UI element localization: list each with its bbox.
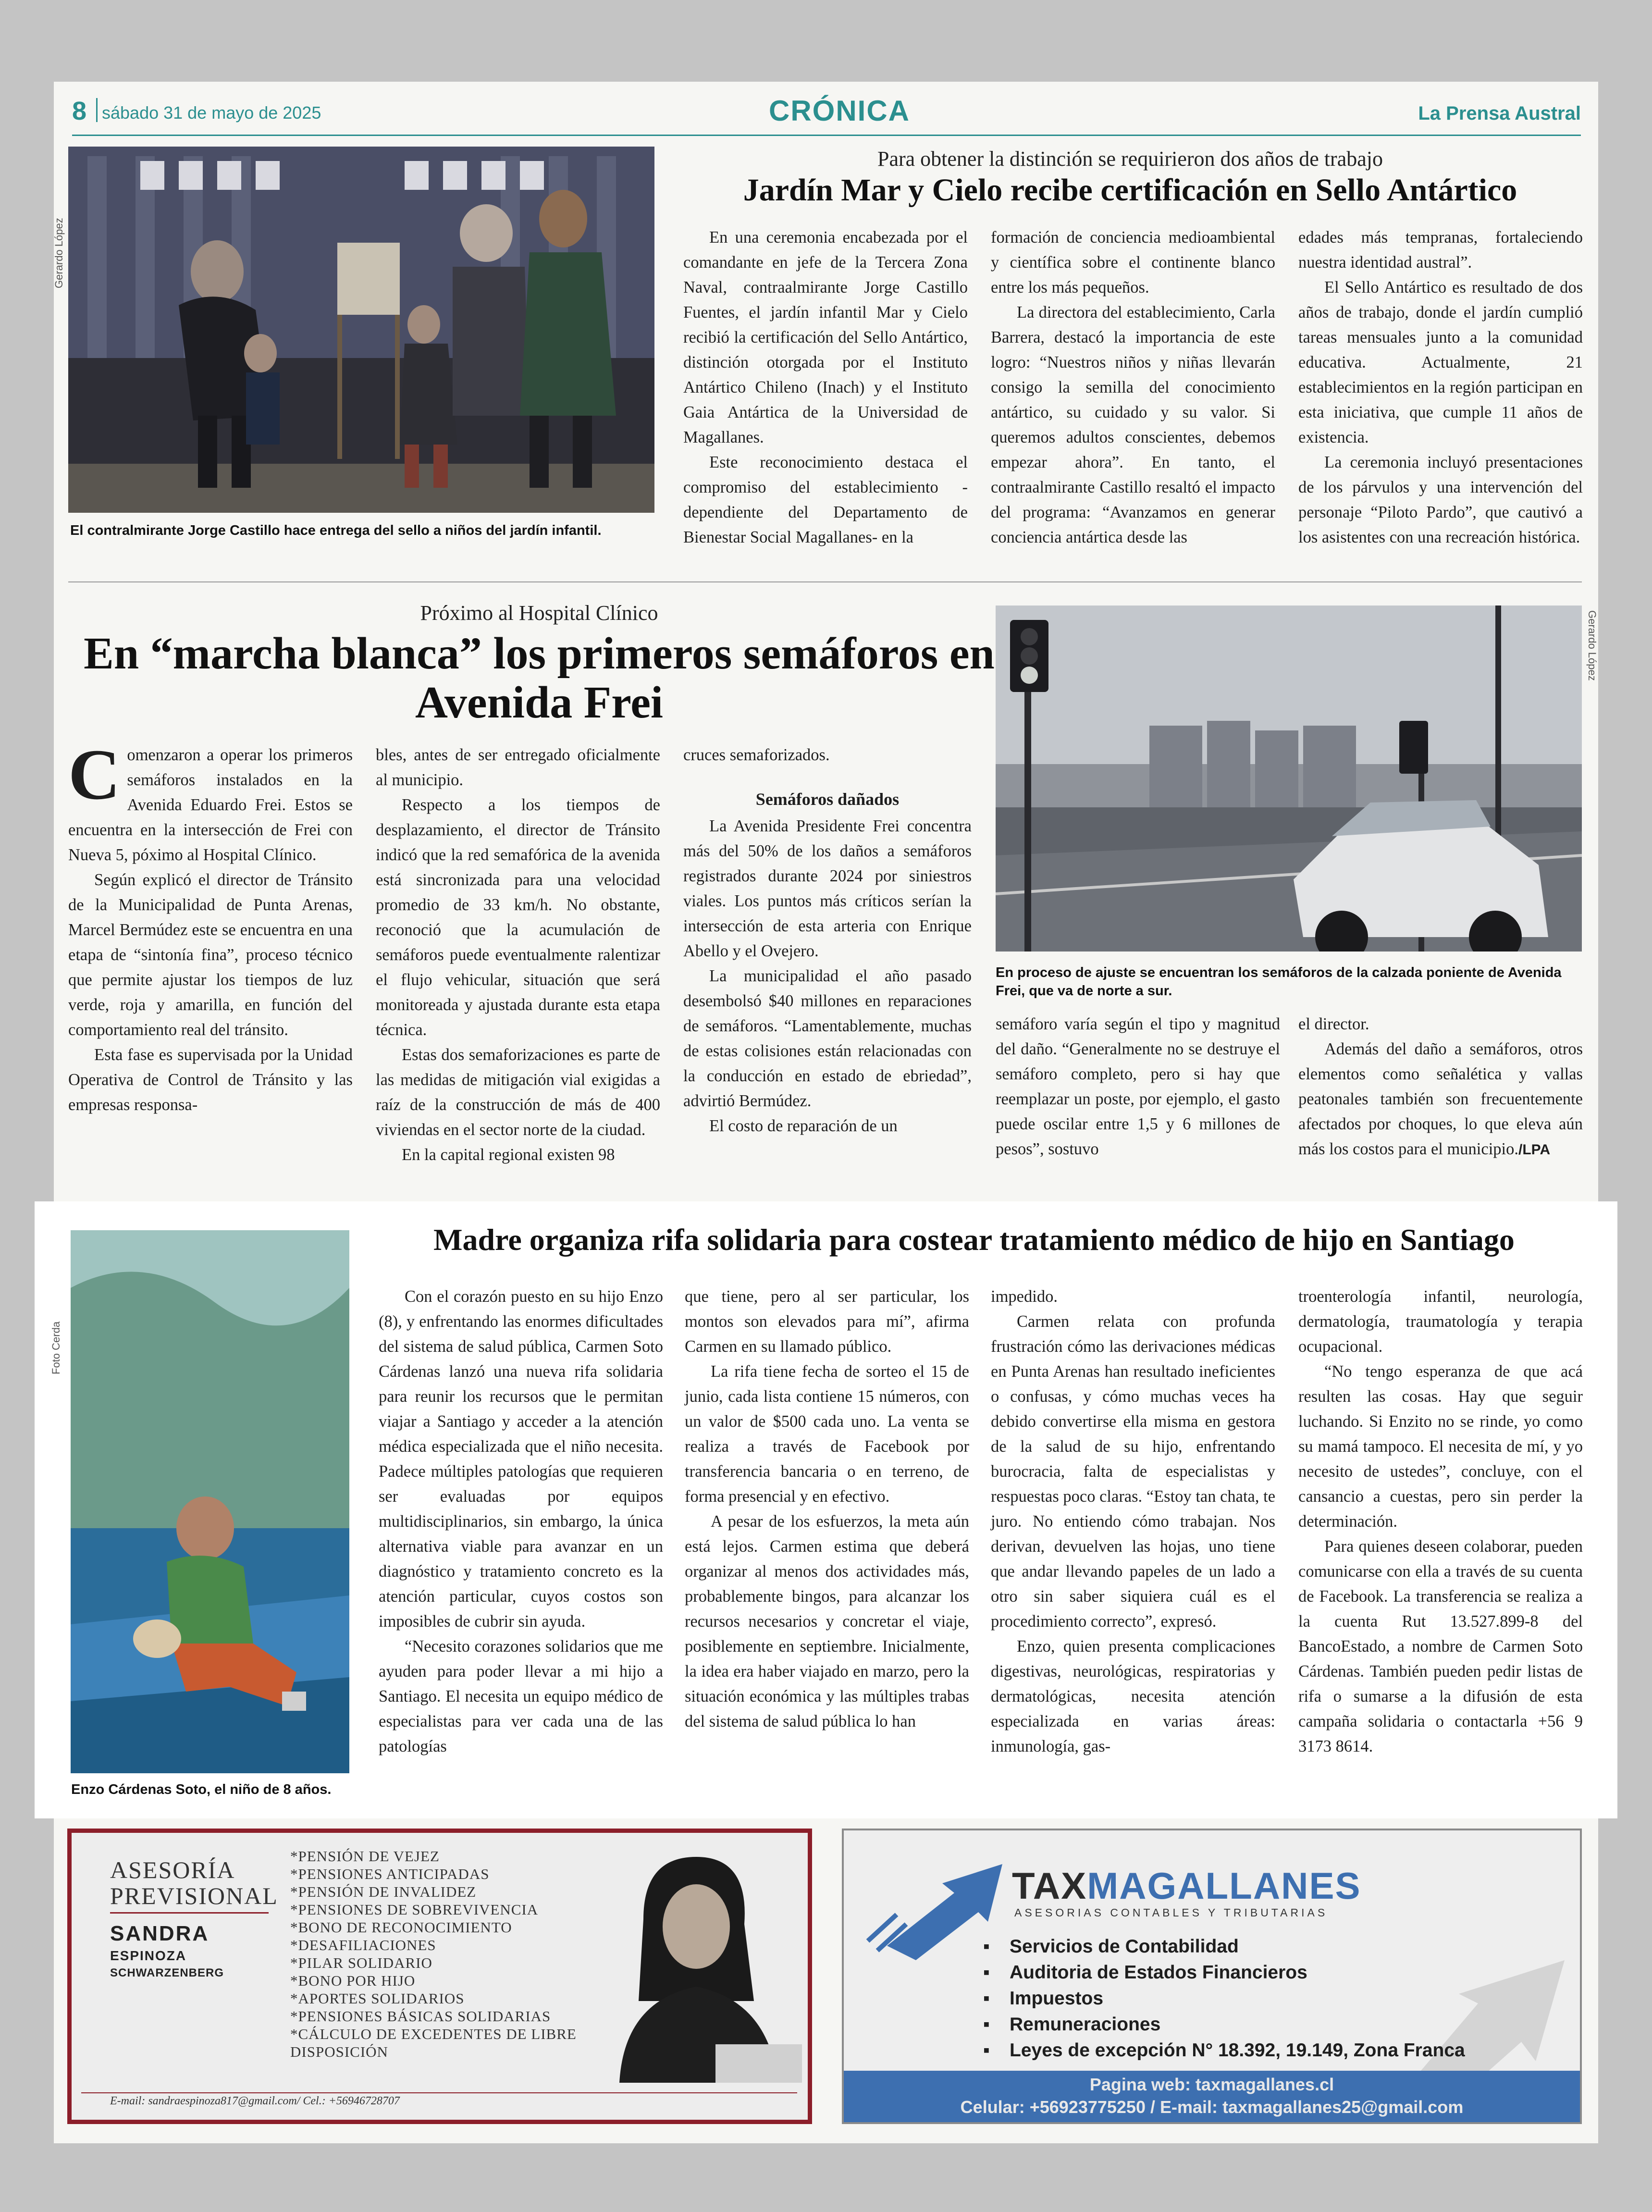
paragraph: Enzo, quien presenta complicaciones digestivas, neurológicas, respiratorias y dermatológicas, necesita atención especializada en varias áreas: inmunología, gas-: [991, 1637, 1275, 1755]
ad-service-label: Remuneraciones: [1010, 2014, 1161, 2035]
paragraph: Para quienes deseen colaborar, pueden comunicarse con ella a través de su cuenta de Facebook. La transferencia se realiza a la cuenta Rut 13.527.899-8 del BancoEstado, a nombre de Carmen Soto Cárdenas. También pueden pedir listas de rifa o sumarse a la difusión de esta campaña solidaria o contactarla +56 9 3173 8614.: [1298, 1537, 1583, 1755]
ad-name: SANDRA: [110, 1922, 210, 1945]
article-column: [996, 1012, 1280, 1162]
ad-service: *PENSIÓN DE VEJEZ: [290, 1848, 440, 1865]
newspaper-name: La Prensa Austral: [1418, 103, 1581, 124]
ad-brand: [1012, 1864, 1361, 1908]
paragraph: “No tengo esperanza de que acá resulten las cosas. Hay que seguir luchando. Si Enzito no se rinde, yo como su mamá tampoco. El necesita de mí, y yo necesito de ustedes”, concluye, con el cansancio a cuestas, pero sin perder la determinación.: [1298, 1362, 1583, 1531]
paragraph: Con el corazón puesto en su hijo Enzo (8), y enfrentando las enormes dificultades del sistema de salud pública, Carmen Soto Cárdenas lanzó una nueva rifa solidaria para reunir los recursos que le permitan viajar a Santiago y acceder a la atención médica especializada que el niño necesita. Padece múltiples patologías que requieren ser evaluadas por equipos multidisciplinarios, sin embargo, la única alternativa viable para avanzar en un diagnóstico y tratamiento concreto es la atención particular, cuyos costos son imposibles de cubrir sin ayuda.: [379, 1287, 663, 1631]
photo-credit: Gerardo López: [1586, 610, 1598, 681]
lead-text: omenzaron a operar los primeros semáforos instalados en la Avenida Eduardo Frei. Estos se encuentra en la intersección de Frei con Nueva 5, póximo al Hospital Clínico.: [68, 746, 353, 864]
paragraph: impedido.: [991, 1287, 1058, 1306]
paragraph: Estas dos semaforizaciones es parte de las medidas de mitigación vial exigidas a raíz de la construcción de más de 400 viviendas en el sector norte de la ciudad.: [376, 1046, 660, 1139]
ad-service: *PENSIONES ANTICIPADAS: [290, 1866, 490, 1882]
ad-service: *PENSIONES BÁSICAS SOLIDARIAS: [290, 2008, 551, 2025]
paragraph: el director.: [1298, 1015, 1369, 1033]
paragraph: Según explicó el director de Tránsito de la Municipalidad de Punta Arenas, Marcel Bermúdez este se encuentra en una etapa de “sintonía fina”, proceso técnico que permite ajustar los tiempos de luz verde, roja y amarilla, en función del comportamiento real del tránsito.: [68, 871, 353, 1039]
paragraph: troenterología infantil, neurología, dermatología, traumatología y terapia ocupacional.: [1298, 1287, 1583, 1356]
drop-cap: C: [68, 735, 121, 815]
ad-service-label: Auditoria de Estados Financieros: [1010, 1962, 1307, 1983]
ad-service: ▪ Servicios de Contabilidad: [983, 1936, 1239, 1957]
ad-title-line: PREVISIONAL: [110, 1882, 278, 1909]
paragraph: El Sello Antártico es resultado de dos años de trabajo, donde el jardín cumplió tareas mensuales junto a la comunidad educativa. Actualmente, 21 establecimientos en la región participan en esta iniciativa, que cumple 11 años de existencia.: [1298, 278, 1583, 446]
signature: /LPA: [1518, 1142, 1551, 1158]
article-column: [991, 225, 1275, 550]
article-column: [376, 742, 660, 1167]
page-number: 8: [72, 97, 87, 125]
ad-service: ▪ Impuestos: [983, 1988, 1104, 2009]
ad-contact: Celular: +56923775250 / E-mail: taxmagallanes25@gmail.com: [960, 2097, 1464, 2117]
ad-service: *PENSIONES DE SOBREVIVENCIA: [290, 1901, 539, 1918]
paragraph: La directora del establecimiento, Carla Barrera, destacó la importancia de este logro: “Nuestros niños y niñas llevarán consigo la semilla del conocimiento antártico, su cuidado y su valor. Si queremos adultos conscientes, debemos empezar ahora”. En tanto, el contraalmirante Castillo resaltó el impacto del programa: “Avanzamos en generar conciencia antártica desde las: [991, 303, 1275, 546]
article-column: [379, 1284, 663, 1759]
ad-title: [110, 1857, 278, 1909]
ad-web: Pagina web: taxmagallanes.cl: [1089, 2075, 1334, 2094]
ad-service: *DESAFILIACIONES: [290, 1937, 436, 1953]
ad-asesoria-previsional: [67, 1829, 812, 2124]
paragraph: semáforo varía según el tipo y magnitud del daño. “Generalmente no se destruye el semáforo completo, pero si hay que reemplazar un poste, por ejemplo, el gasto puede oscilar entre 1,5 y 6 millones de pesos”, sostuvo: [996, 1015, 1280, 1158]
paragraph-text: Además del daño a semáforos, otros elementos como señalética y vallas peatonales también son frecuentemente afectados por choques, lo que eleva aún más los costos para el municipio.: [1298, 1040, 1583, 1158]
ad-service-label: Impuestos: [1010, 1988, 1104, 2009]
photo-caption: El contralmirante Jorge Castillo hace entrega del sello a niños del jardín infantil.: [70, 523, 602, 538]
paragraph: En una ceremonia encabezada por el comandante en jefe de la Tercera Zona Naval, contraalmirante Jorge Castillo Fuentes, el jardín infantil Mar y Cielo recibió la certificación del Sello Antártico, distinción otorgada por el Instituto Antártico Chileno (Inach) y el Instituto Gaia Antártica de la Universidad de Magallanes.: [683, 228, 968, 446]
paragraph: La Avenida Presidente Frei concentra más del 50% de los daños a semáforos registrados durante 2024 por siniestros viales. Los puntos más críticos serían la intersección de esta arteria con Enrique Abello y el Ovejero.: [683, 817, 972, 960]
paragraph: Respecto a los tiempos de desplazamiento, el director de Tránsito indicó que la red semafórica de la avenida está sincronizada para una velocidad promedio de 33 km/h. No obstante, reconoció que la acumulación de semáforos puede eventualmente ralentizar el flujo vehicular, situación que será monitoreada y ajustada durante esta etapa técnica.: [376, 796, 660, 1039]
ad-service-list: [290, 1847, 588, 2061]
article-column: [1298, 225, 1583, 550]
ad-service-label: Servicios de Contabilidad: [1010, 1936, 1239, 1957]
paragraph: La ceremonia incluyó presentaciones de los párvulos y una intervención del personaje “Piloto Pardo”, que cautivó a los asistentes con una recreación histórica.: [1298, 453, 1583, 546]
paragraph: bles, antes de ser entregado oficialmente al municipio.: [376, 746, 660, 789]
section-title: CRÓNICA: [769, 95, 910, 127]
paragraph: En la capital regional existen 98: [402, 1146, 615, 1164]
paragraph: “Necesito corazones solidarios que me ayuden para poder llevar a mi hijo a Santiago. El necesita un equipo médico de especialistas para ver cada una de las patologías: [379, 1637, 663, 1755]
subheading: Semáforos dañados: [755, 790, 900, 809]
child-photo: [71, 1230, 349, 1773]
section-divider: [68, 581, 1582, 582]
article-kicker: Para obtener la distinción se requirieron dos años de trabajo: [877, 147, 1383, 171]
ad-service: ▪ Auditoria de Estados Financieros: [983, 1962, 1307, 1983]
article-headline: Jardín Mar y Cielo recibe certificación en Sello Antártico: [743, 173, 1517, 208]
ad-portrait: [591, 1842, 802, 2083]
article-column: [68, 735, 353, 1117]
ad-tax-magallanes: [842, 1829, 1582, 2124]
article-headline: En “marcha blanca” los primeros semáforos en Avenida Frei: [84, 629, 995, 728]
article-column: [683, 742, 972, 1138]
photo-caption: En proceso de ajuste se encuentran los semáforos de la calzada poniente de Avenida Frei, que va de norte a sur.: [996, 965, 1562, 999]
ad-service-label: Leyes de excepción N° 18.392, 19.149, Zona Franca: [1010, 2040, 1465, 2061]
article-column: [991, 1284, 1275, 1759]
article-column: [1298, 1012, 1583, 1162]
ad-brand-b: MAGALLANES: [1087, 1865, 1361, 1907]
lead-paragraph: [68, 735, 353, 867]
article-headline: Madre organiza rifa solidaria para costear tratamiento médico de hijo en Santiago: [433, 1223, 1515, 1257]
ad-service: *BONO DE RECONOCIMIENTO: [290, 1919, 512, 1936]
ad-service-list: [983, 1934, 1465, 2064]
article-kicker: Próximo al Hospital Clínico: [420, 601, 658, 625]
newspaper-page: [50, 82, 1598, 2143]
paragraph: Este reconocimiento destaca el compromiso del establecimiento -dependiente del Departamento de Bienestar Social Magallanes- en la: [683, 453, 968, 546]
ad-service: *PILAR SOLIDARIO: [290, 1954, 432, 1971]
ad-divider: [81, 2092, 797, 2093]
paragraph: Esta fase es supervisada por la Unidad Operativa de Control de Tránsito y las empresas responsa-: [68, 1046, 353, 1114]
ceremony-photo: [68, 147, 654, 513]
ad-title-line: ASESORÍA: [110, 1856, 235, 1883]
ad-tagline: ASESORIAS CONTABLES Y TRIBUTARIAS: [1014, 1906, 1328, 1919]
ad-service: *APORTES SOLIDARIOS: [290, 1990, 465, 2007]
page-header: [72, 91, 1581, 136]
photo-caption: Enzo Cárdenas Soto, el niño de 8 años.: [71, 1782, 332, 1797]
article-column: [685, 1284, 969, 1734]
paragraph: edades más tempranas, fortaleciendo nuestra identidad austral”.: [1298, 228, 1583, 272]
photo-credit: Gerardo López: [53, 218, 65, 288]
paragraph: formación de conciencia medioambiental y científica sobre el continente blanco entre los más pequeños.: [991, 228, 1275, 297]
ad-contact: E-mail: sandraespinoza817@gmail.com/ Cel.: +56946728707: [110, 2095, 400, 2107]
paragraph: A pesar de los esfuerzos, la meta aún está lejos. Carmen estima que deberá organizar al menos dos actividades más, probablemente bingos, para alcanzar los recursos necesarios y concretar el viaje, posiblemente en septiembre. Inicialmente, la idea era haber viajado en marzo, pero la situación económica y las múltiples trabas del sistema de salud pública lo han: [685, 1512, 969, 1730]
ad-surname: SCHWARZENBERG: [110, 1966, 224, 1979]
photo-credit: Foto Cerda: [50, 1321, 62, 1374]
ad-surname: ESPINOZA: [110, 1948, 187, 1963]
ad-brand-a: TAX: [1012, 1865, 1087, 1907]
paragraph: cruces semaforizados.: [683, 746, 830, 764]
ad-service: *BONO POR HIJO: [290, 1972, 416, 1989]
paragraph: La rifa tiene fecha de sorteo el 15 de junio, cada lista contiene 15 números, con un valor de $500 cada uno. La venta se realiza a través de Facebook por transferencia bancaria o en terreno, de forma presencial y en efectivo.: [685, 1362, 969, 1506]
article-column: [1298, 1284, 1583, 1759]
paragraph: que tiene, pero al ser particular, los montos son elevados para mí”, afirma Carmen en su llamado público.: [685, 1287, 969, 1356]
paragraph: El costo de reparación de un: [709, 1117, 898, 1135]
ad-divider: [110, 1912, 269, 1914]
page-date: sábado 31 de mayo de 2025: [102, 103, 321, 123]
ad-service: *PENSIÓN DE INVALIDEZ: [290, 1883, 477, 1900]
ad-service: ▪ Remuneraciones: [983, 2014, 1161, 2035]
paragraph: Carmen relata con profunda frustración cómo las derivaciones médicas en Punta Arenas han resultado ineficientes o confusas, y cómo muchas veces ha debido convertirse ella misma en gestora de la salud de su hijo, enfrentando burocracia, falta de especialistas y respuestas poco claras. “Estoy tan chata, te juro. No entiendo cómo trabajan. Nos derivan, devuelven las hojas, uno tiene que andar llevando papeles de un lado a otro sin saber siquiera cuál es el procedimiento correcto”, expresó.: [991, 1312, 1276, 1631]
article-column: [683, 225, 968, 550]
paragraph: [1298, 1037, 1583, 1162]
ad-service: *CÁLCULO DE EXCEDENTES DE LIBRE DISPOSICIÓN: [290, 2026, 577, 2060]
ad-service: ▪ Leyes de excepción N° 18.392, 19.149, Zona Franca: [983, 2040, 1465, 2061]
header-divider: [96, 98, 98, 122]
traffic-light-photo: [996, 606, 1582, 952]
paragraph: La municipalidad el año pasado desembolsó $40 millones en reparaciones de semáforos. “Lamentablemente, muchas de estas colisiones están relacionadas con la conducción en estado de ebriedad”, advirtió Bermúdez.: [683, 967, 972, 1110]
